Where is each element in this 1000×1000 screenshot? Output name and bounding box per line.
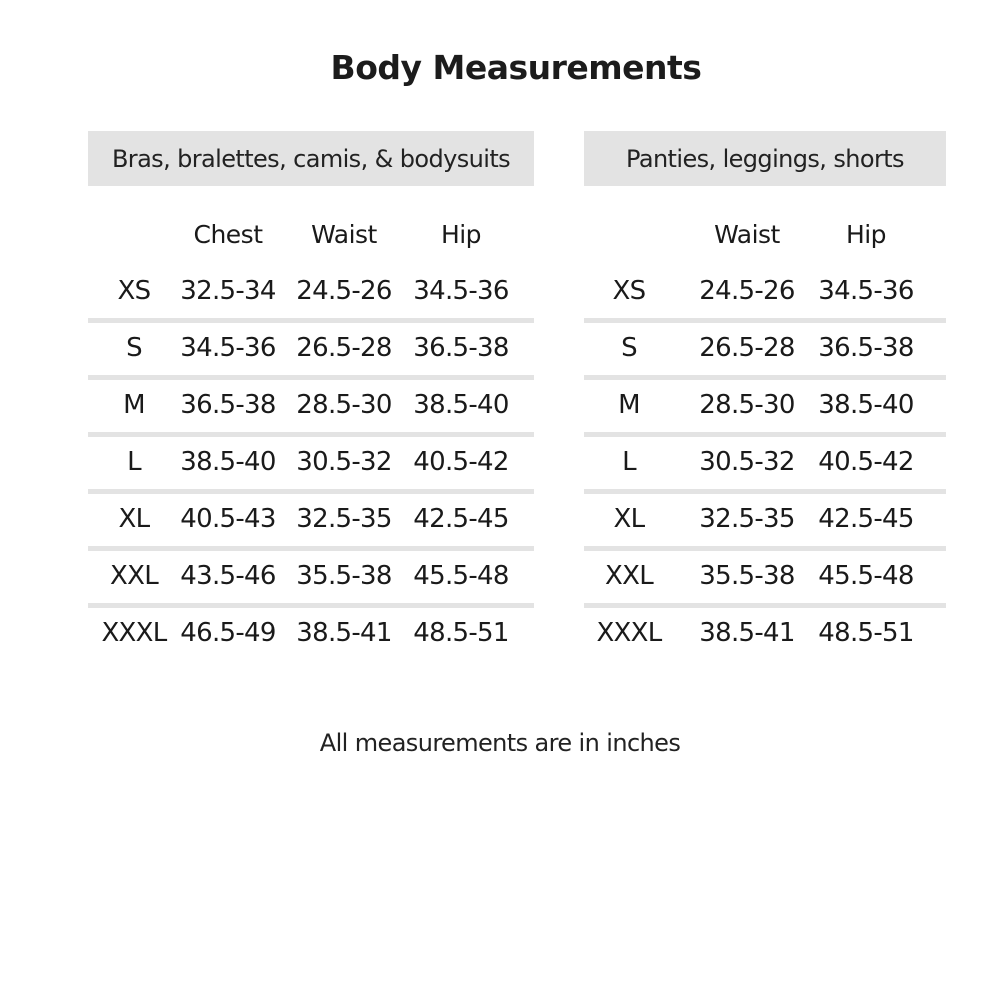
chest-cell: 46.5-49 [180,618,276,648]
chest-cell: 36.5-38 [180,390,276,420]
size-label: XXXL [101,618,167,648]
tops-column-headers [88,220,534,276]
chest-cell: 32.5-34 [180,276,276,306]
size-label: L [622,447,636,477]
row-divider [88,318,534,323]
row-divider [584,432,946,437]
row-divider [584,546,946,551]
hip-cell: 48.5-51 [818,618,914,648]
waist-cell: 32.5-35 [699,504,795,534]
hip-cell: 34.5-36 [413,276,509,306]
table-row [584,561,946,618]
row-divider [88,603,534,608]
table-row [584,276,946,333]
hip-cell: 45.5-48 [818,561,914,591]
table-row [88,390,534,447]
table-row [88,276,534,333]
bottoms-table-header: Panties, leggings, shorts [584,131,946,186]
size-label: XS [612,276,646,306]
units-note: All measurements are in inches [319,729,681,757]
waist-cell: 32.5-35 [296,504,392,534]
waist-cell: 35.5-38 [296,561,392,591]
size-label: M [123,390,145,420]
bottoms-rows [584,276,946,675]
hip-cell: 42.5-45 [413,504,509,534]
size-label: L [127,447,141,477]
hip-cell: 42.5-45 [818,504,914,534]
tops-rows [88,276,534,675]
waist-cell: 38.5-41 [699,618,795,648]
table-row [584,504,946,561]
size-label: XL [118,504,150,534]
waist-cell: 26.5-28 [296,333,392,363]
hip-cell: 34.5-36 [818,276,914,306]
waist-cell: 38.5-41 [296,618,392,648]
row-divider [584,318,946,323]
waist-cell: 26.5-28 [699,333,795,363]
size-label: S [621,333,637,363]
table-row [88,561,534,618]
size-label: XS [117,276,151,306]
table-row [88,618,534,675]
table-row [88,333,534,390]
table-row [88,504,534,561]
hip-cell: 36.5-38 [413,333,509,363]
waist-cell: 28.5-30 [296,390,392,420]
hip-cell: 38.5-40 [413,390,509,420]
waist-cell: 28.5-30 [699,390,795,420]
size-label: XXL [604,561,654,591]
bottoms-size-table [584,131,946,675]
size-label: XL [613,504,645,534]
size-label: S [126,333,142,363]
row-divider [584,489,946,494]
hip-cell: 45.5-48 [413,561,509,591]
bottoms-column-headers [584,220,946,276]
waist-cell: 30.5-32 [699,447,795,477]
waist-column-header: Waist [311,220,377,249]
table-row [584,618,946,675]
waist-cell: 35.5-38 [699,561,795,591]
hip-cell: 48.5-51 [413,618,509,648]
size-label: XXL [109,561,159,591]
chest-cell: 40.5-43 [180,504,276,534]
waist-cell: 30.5-32 [296,447,392,477]
row-divider [88,546,534,551]
chest-cell: 38.5-40 [180,447,276,477]
waist-cell: 24.5-26 [699,276,795,306]
waist-cell: 24.5-26 [296,276,392,306]
table-row [584,390,946,447]
size-label: XXXL [596,618,662,648]
table-row [584,333,946,390]
tops-size-table [88,131,534,675]
hip-cell: 40.5-42 [413,447,509,477]
page-title: Body Measurements [330,48,702,87]
table-row [584,447,946,504]
size-label: M [618,390,640,420]
row-divider [584,375,946,380]
hip-cell: 40.5-42 [818,447,914,477]
hip-cell: 38.5-40 [818,390,914,420]
row-divider [88,432,534,437]
hip-column-header: Hip [845,220,887,249]
row-divider [88,489,534,494]
chest-cell: 34.5-36 [180,333,276,363]
chest-column-header: Chest [193,220,263,249]
hip-column-header: Hip [440,220,482,249]
waist-column-header: Waist [714,220,780,249]
row-divider [584,603,946,608]
row-divider [88,375,534,380]
chest-cell: 43.5-46 [180,561,276,591]
hip-cell: 36.5-38 [818,333,914,363]
tops-table-header: Bras, bralettes, camis, & bodysuits [88,131,534,186]
table-row [88,447,534,504]
